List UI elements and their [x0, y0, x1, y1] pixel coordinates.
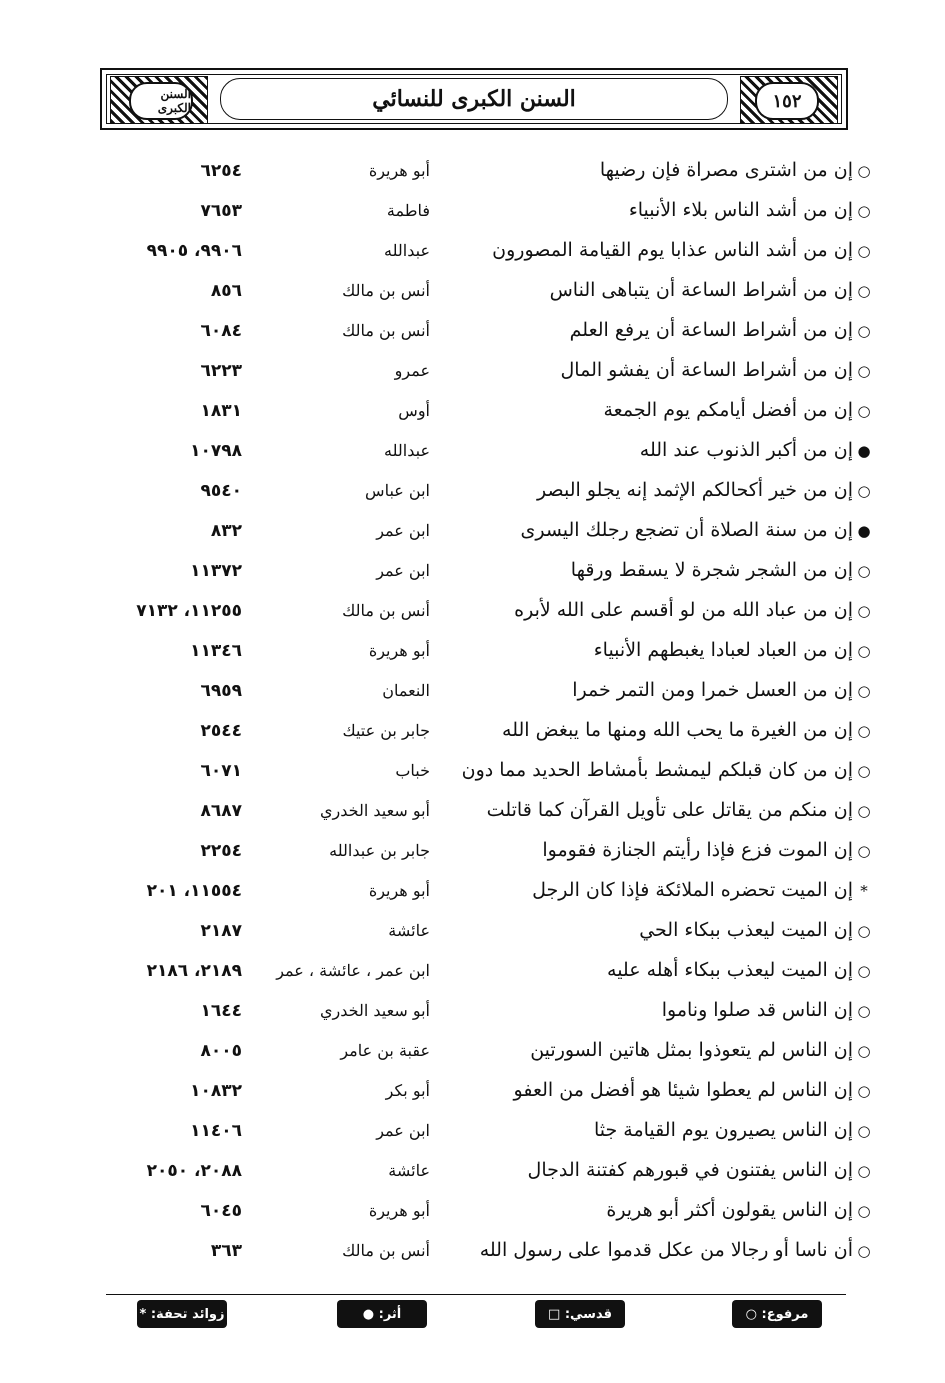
hadith-text: إن الناس يصيرون يوم القيامة جثا [593, 1119, 853, 1141]
hadith-numbers: ٦٢٥٤ [200, 161, 242, 181]
list-item [0, 631, 945, 671]
hadith-text: إن الموت فزع فإذا رأيتم الجنازة فقوموا [542, 839, 853, 861]
narrator-name: أبو سعيد الخدري [320, 801, 430, 820]
list-item [0, 231, 945, 271]
entry-marker: ○ [857, 402, 871, 420]
entry-marker: * [860, 882, 868, 900]
hadith-text: إن الميت تحضره الملائكة فإذا كان الرجل [532, 879, 853, 901]
narrator-name: أبو هريرة [368, 161, 430, 180]
narrator-name: ابن عمر [376, 1121, 430, 1140]
hadith-numbers: ١١٣٧٢ [190, 561, 242, 581]
list-item [0, 791, 945, 831]
list-item [0, 1231, 945, 1271]
entry-marker: ○ [857, 1242, 871, 1260]
hadith-numbers: ٢١٨٧ [200, 921, 242, 941]
list-item [0, 1071, 945, 1111]
list-item [0, 471, 945, 511]
hadith-numbers: ١٨٣١ [200, 401, 242, 421]
entry-marker: ○ [857, 322, 871, 340]
hadith-numbers: ١٠٧٩٨ [190, 441, 242, 461]
hadith-text: إن الناس لم يعطوا شيئا هو أفضل من العفو [513, 1079, 853, 1101]
list-item [0, 831, 945, 871]
entry-marker: ○ [857, 1082, 871, 1100]
hadith-text: إن من العسل خمرا ومن التمر خمرا [572, 679, 853, 701]
entry-marker: ○ [857, 362, 871, 380]
hadith-numbers: ٣٦٣ [210, 1241, 242, 1261]
narrator-name: أوس [398, 401, 430, 420]
narrator-name: النعمان [382, 681, 430, 700]
hadith-numbers: ١٦٤٤ [200, 1001, 242, 1021]
page-number: ١٥٢ [755, 82, 819, 120]
list-item [0, 551, 945, 591]
narrator-name: جابر بن عبدالله [329, 841, 430, 860]
hadith-text: إن من كان قبلكم ليمشط بأمشاط الحديد مما دون [461, 759, 853, 781]
hadith-numbers: ٩٥٤٠ [200, 481, 242, 501]
entry-marker: ○ [857, 562, 871, 580]
narrator-name: جابر بن عتيك [342, 721, 430, 740]
narrator-name: عائشة [388, 921, 430, 940]
list-item [0, 751, 945, 791]
entry-marker: ○ [857, 962, 871, 980]
hadith-text: إن الناس قد صلوا وناموا [661, 999, 853, 1021]
hadith-text: إن الناس يقولون أكثر أبو هريرة [606, 1199, 853, 1221]
list-item [0, 511, 945, 551]
list-item [0, 271, 945, 311]
book-emblem: السنن الكبرى [129, 82, 193, 120]
narrator-name: ابن عمر [376, 561, 430, 580]
narrator-name: أنس بن مالك [342, 321, 430, 340]
list-item [0, 431, 945, 471]
narrator-name: ابن عمر [376, 521, 430, 540]
entry-marker: ○ [857, 242, 871, 260]
narrator-name: عقبة بن عامر [340, 1041, 430, 1060]
hadith-text: إن من سنة الصلاة أن تضجع رجلك اليسرى [520, 519, 853, 541]
narrator-name: عبدالله [384, 241, 430, 260]
entry-marker: ○ [857, 1122, 871, 1140]
list-item [0, 191, 945, 231]
hadith-numbers: ٦٠٧١ [200, 761, 242, 781]
hadith-numbers: ٧٦٥٣ [200, 201, 242, 221]
hadith-numbers: ١١٤٠٦ [190, 1121, 242, 1141]
hadith-numbers: ١١٣٤٦ [190, 641, 242, 661]
list-item [0, 311, 945, 351]
list-item [0, 871, 945, 911]
hadith-numbers: ١١٢٥٥، ٧١٣٢ [136, 601, 242, 621]
entry-marker: ○ [857, 722, 871, 740]
narrator-name: أبو بكر [385, 1081, 430, 1100]
legend-zawaid: زوائد تحفة: * [137, 1300, 227, 1328]
hadith-numbers: ٢١٨٩، ٢١٨٦ [146, 961, 242, 981]
hadith-text: أن ناسا أو رجالا من عكل قدموا على رسول الله [479, 1239, 853, 1261]
list-item [0, 1031, 945, 1071]
entry-marker: ○ [857, 1002, 871, 1020]
list-item [0, 711, 945, 751]
narrator-name: عائشة [388, 1161, 430, 1180]
list-item [0, 351, 945, 391]
list-item [0, 151, 945, 191]
entry-marker: ○ [857, 1162, 871, 1180]
hadith-numbers: ٦٩٥٩ [200, 681, 242, 701]
entry-marker: ○ [857, 842, 871, 860]
hadith-text: إن الميت ليعذب ببكاء أهله عليه [607, 959, 853, 981]
entry-marker: ○ [857, 802, 871, 820]
hadith-text: إن الناس يفتنون في قبورهم كفتنة الدجال [527, 1159, 853, 1181]
entry-marker: ○ [857, 282, 871, 300]
hadith-text: إن من الشجر شجرة لا يسقط ورقها [570, 559, 853, 581]
hadith-numbers: ١٠٨٣٢ [190, 1081, 242, 1101]
legend-qudsi: قدسي: □ [535, 1300, 625, 1328]
hadith-text: إن من خير أكحالكم الإثمد إنه يجلو البصر [537, 479, 853, 501]
hadith-numbers: ٦٠٤٥ [200, 1201, 242, 1221]
entry-marker: ○ [857, 682, 871, 700]
entry-marker: ○ [857, 762, 871, 780]
page-title: السنن الكبرى للنسائي [220, 78, 728, 120]
hadith-numbers: ٦٠٨٤ [200, 321, 242, 341]
hadith-text: إن من الغيرة ما يحب الله ومنها ما يبغض الله [502, 719, 853, 741]
narrator-name: خباب [395, 761, 430, 780]
list-item [0, 911, 945, 951]
footer-divider [106, 1294, 846, 1295]
hadith-numbers: ٨٥٦ [210, 281, 242, 301]
hadith-text: إن من أشراط الساعة أن يتباهى الناس [549, 279, 853, 301]
hadith-numbers: ١١٥٥٤، ٢٠١ [146, 881, 242, 901]
list-item [0, 391, 945, 431]
legend-athar: أثر: ● [337, 1300, 427, 1328]
entry-marker: ○ [857, 162, 871, 180]
list-item [0, 1191, 945, 1231]
entry-marker: ○ [857, 202, 871, 220]
narrator-name: أنس بن مالك [342, 601, 430, 620]
narrator-name: ابن عباس [365, 481, 430, 500]
hadith-text: إن من أشراط الساعة أن يرفع العلم [569, 319, 853, 341]
hadith-numbers: ٢٢٥٤ [200, 841, 242, 861]
narrator-name: عبدالله [384, 441, 430, 460]
narrator-name: ابن عمر ، عائشة ، عمر [276, 961, 430, 980]
hadith-text: إن من اشترى مصراة فإن رضيها [599, 159, 853, 181]
hadith-text: إن الميت ليعذب ببكاء الحي [639, 919, 853, 941]
hadith-numbers: ٢٠٨٨، ٢٠٥٠ [146, 1161, 242, 1181]
hadith-numbers: ٨٠٠٥ [200, 1041, 242, 1061]
list-item [0, 991, 945, 1031]
legend-marfu: مرفوع: ○ [732, 1300, 822, 1328]
list-item [0, 671, 945, 711]
entry-marker: ○ [857, 642, 871, 660]
hadith-text: إن من عباد الله من لو أقسم على الله لأبره [514, 599, 853, 621]
narrator-name: أبو سعيد الخدري [320, 1001, 430, 1020]
hadith-text: إن من أشراط الساعة أن يفشو المال [560, 359, 853, 381]
entry-marker: ○ [857, 602, 871, 620]
narrator-name: أنس بن مالك [342, 1241, 430, 1260]
header-ornament-left [110, 76, 208, 124]
entry-marker: ○ [857, 482, 871, 500]
list-item [0, 1111, 945, 1151]
hadith-text: إن من العباد لعبادا يغبطهم الأنبياء [593, 639, 853, 661]
narrator-name: عمرو [394, 361, 430, 380]
narrator-name: أنس بن مالك [342, 281, 430, 300]
hadith-numbers: ٢٥٤٤ [200, 721, 242, 741]
list-item [0, 951, 945, 991]
narrator-name: أبو هريرة [368, 641, 430, 660]
page-header [100, 68, 848, 130]
entry-marker: ○ [857, 922, 871, 940]
header-ornament-right [740, 76, 838, 124]
hadith-text: إن منكم من يقاتل على تأويل القرآن كما قاتلت [486, 799, 853, 821]
list-item [0, 591, 945, 631]
hadith-numbers: ٨٦٨٧ [200, 801, 242, 821]
hadith-text: إن من أكبر الذنوب عند الله [639, 439, 853, 461]
hadith-text: إن الناس لم يتعوذوا بمثل هاتين السورتين [530, 1039, 853, 1061]
entry-marker: ○ [857, 1202, 871, 1220]
narrator-name: فاطمة [386, 201, 430, 220]
hadith-numbers: ٨٣٢ [210, 521, 242, 541]
list-item [0, 1151, 945, 1191]
hadith-numbers: ٦٢٢٣ [200, 361, 242, 381]
narrator-name: أبو هريرة [368, 881, 430, 900]
entry-marker: ● [857, 442, 871, 460]
hadith-text: إن من أفضل أيامكم يوم الجمعة [603, 399, 853, 421]
hadith-index-list [0, 151, 945, 1271]
entry-marker: ○ [857, 1042, 871, 1060]
narrator-name: أبو هريرة [368, 1201, 430, 1220]
hadith-numbers: ٩٩٠٦، ٩٩٠٥ [146, 241, 242, 261]
hadith-text: إن من أشد الناس عذابا يوم القيامة المصورون [492, 239, 853, 261]
entry-marker: ● [857, 522, 871, 540]
hadith-text: إن من أشد الناس بلاء الأنبياء [628, 199, 853, 221]
